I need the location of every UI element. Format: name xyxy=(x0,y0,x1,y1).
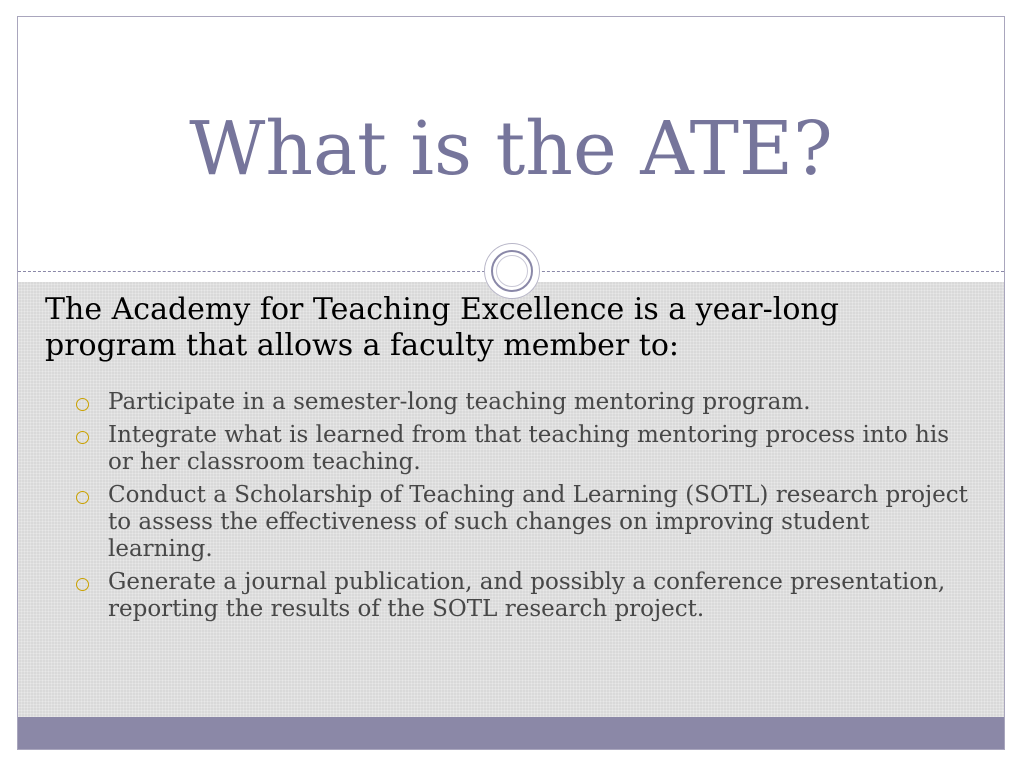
bullet-item xyxy=(76,422,981,476)
bullet-list xyxy=(76,389,981,629)
title-area xyxy=(18,17,1004,271)
hollow-circle-bullet-icon xyxy=(76,578,89,591)
slide xyxy=(17,16,1005,750)
bullet-item xyxy=(76,482,981,563)
ring-innermost-circle xyxy=(496,255,528,287)
hollow-circle-bullet-icon xyxy=(76,398,89,411)
hollow-circle-bullet-icon xyxy=(76,431,89,444)
bullet-text: Integrate what is learned from that teaching mentoring process into his or her classroom teaching. xyxy=(108,422,950,475)
bullet-item xyxy=(76,389,981,416)
bullet-text: Generate a journal publication, and possibly a conference presentation, reporting the results of the SOTL research project. xyxy=(108,569,946,622)
bullet-text: Conduct a Scholarship of Teaching and Learning (SOTL) research project to assess the effectiveness of such changes on improving student learning. xyxy=(108,482,968,562)
ring-inner-circle xyxy=(491,250,533,292)
hollow-circle-bullet-icon xyxy=(76,491,89,504)
bullet-text: Participate in a semester-long teaching mentoring program. xyxy=(108,389,811,415)
slide-title: What is the ATE? xyxy=(189,106,833,192)
intro-text: The Academy for Teaching Excellence is a year-long program that allows a faculty member to: xyxy=(45,292,839,363)
ring-ornament-icon xyxy=(485,244,539,298)
bullet-item xyxy=(76,569,981,623)
footer-accent-bar xyxy=(18,717,1004,750)
